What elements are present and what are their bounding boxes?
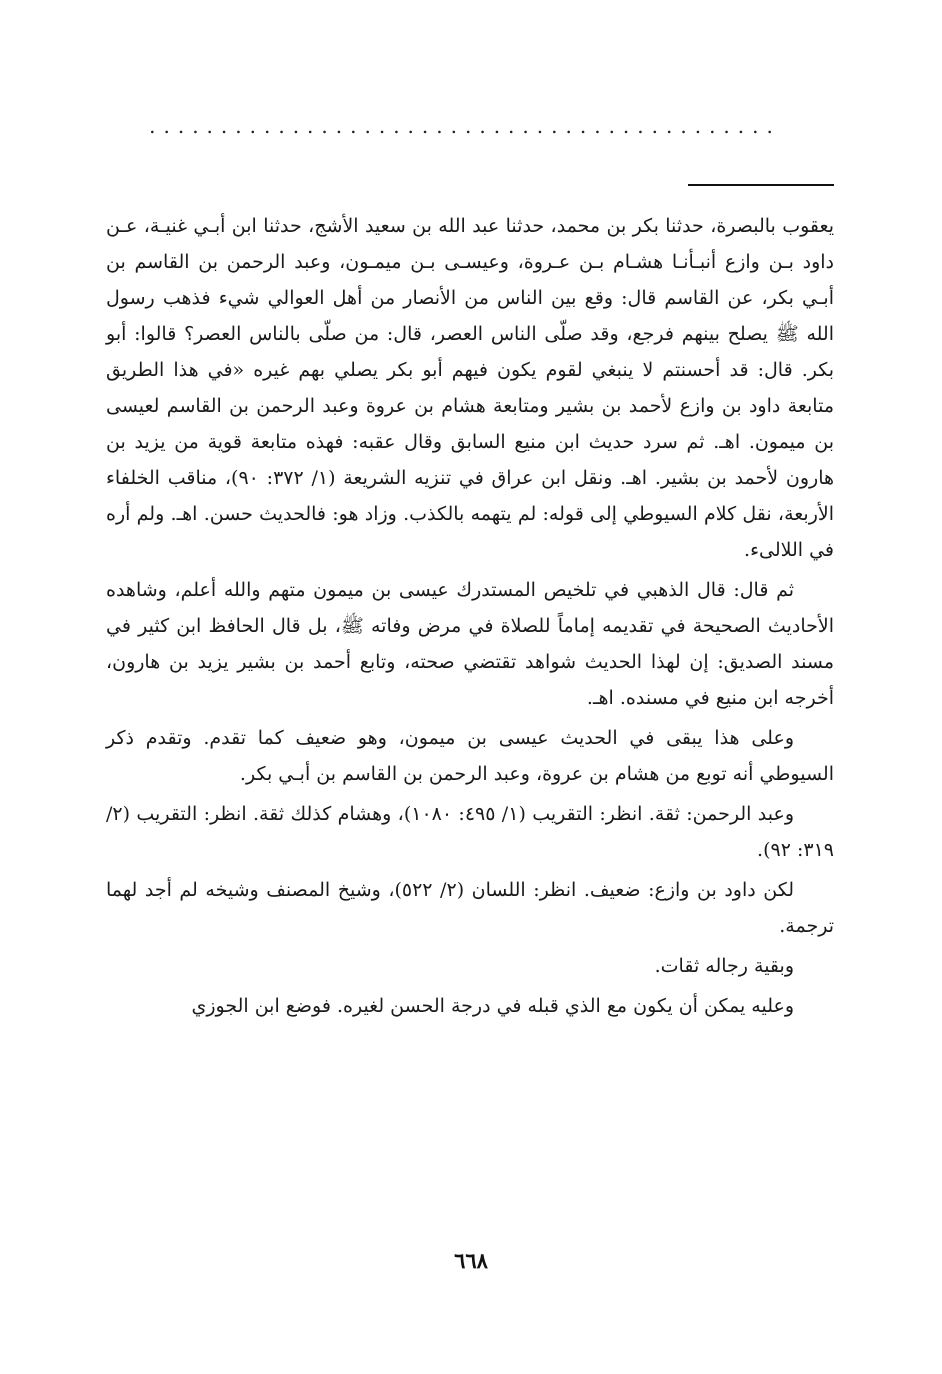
paragraph-7: وعليه يمكن أن يكون مع الذي قبله في درجة الحسن لغيره. فوضع ابن الجوزي bbox=[191, 995, 794, 1017]
paragraph-2: ثم قال: قال الذهبي في تلخيص المستدرك عيسى بن ميمون متهم والله أعلم، وشاهده الأحاديث الصحيحة في تقديمه إماماً للصلاة في مرض وفاته ﷺ، بل قال الحافظ ابن كثير في مسند الصديق: إن لهذا الحديث شواهد تقتضي صحته، وتابع أحمد بن بشير يزيد بن هارون، أخرجه ابن منيع في مسنده. اهـ. bbox=[106, 579, 834, 709]
footnote-rule bbox=[688, 184, 834, 186]
paragraph-6: وبقية رجاله ثقات. bbox=[654, 955, 794, 977]
paragraph-5: لكن داود بن وازع: ضعيف. انظر: اللسان (٢/ ٥٢٢)، وشيخ المصنف وشيخه لم أجد لهما ترجمة. bbox=[106, 879, 834, 937]
footnote-text bbox=[106, 208, 834, 1028]
dotted-separator: ............................................ bbox=[149, 116, 781, 136]
page-number: ٦٦٨ bbox=[454, 1248, 488, 1273]
paragraph-3: وعلى هذا يبقى في الحديث عيسى بن ميمون، وهو ضعيف كما تقدم. وتقدم ذكر السيوطي أنه توبع من هشام بن عروة، وعبد الرحمن بن القاسم بن أبـي بكر. bbox=[106, 727, 834, 785]
paragraph-1: يعقوب بالبصرة، حدثنا بكر بن محمد، حدثنا عبد الله بن سعيد الأشج، حدثنا ابن أبـي غنيـة، عـن داود بـن وازع أنبـأنـا هشـام بـن عـروة، وعيسـى بـن ميمـون، وعبد الرحمن بن القاسم بن أبـي بكر، عن القاسم قال: وقع بين الناس من الأنصار من أهل العوالي شيء فذهب رسول الله ﷺ يصلح بينهم فرجع، وقد صلّى الناس العصر، قال: من صلّى بالناس العصر؟ قالوا: أبو بكر. قال: قد أحسنتم لا ينبغي لقوم يكون فيهم أبو بكر يصلي بهم غيره «في هذا الطريق متابعة داود بن وازع لأحمد بن بشير ومتابعة هشام بن عروة وعبد الرحمن بن القاسم لعيسى بن ميمون. اهـ. ثم سرد حديث ابن منيع السابق وقال عقبه: فهذه متابعة قوية من يزيد بن هارون لأحمد بن بشير. اهـ. ونقل ابن عراق في تنزيه الشريعة (١/ ٣٧٢: ٩٠)، مناقب الخلفاء الأربعة، نقل كلام السيوطي إلى قوله: لم يتهمه بالكذب. وزاد هو: فالحديث حسن. اهـ. ولم أره في اللالىء. bbox=[106, 215, 834, 561]
paragraph-4: وعبد الرحمن: ثقة. انظر: التقريب (١/ ٤٩٥: ١٠٨٠)، وهشام كذلك ثقة. انظر: التقريب (٢/ ٣١٩: ٩٢). bbox=[106, 803, 834, 861]
